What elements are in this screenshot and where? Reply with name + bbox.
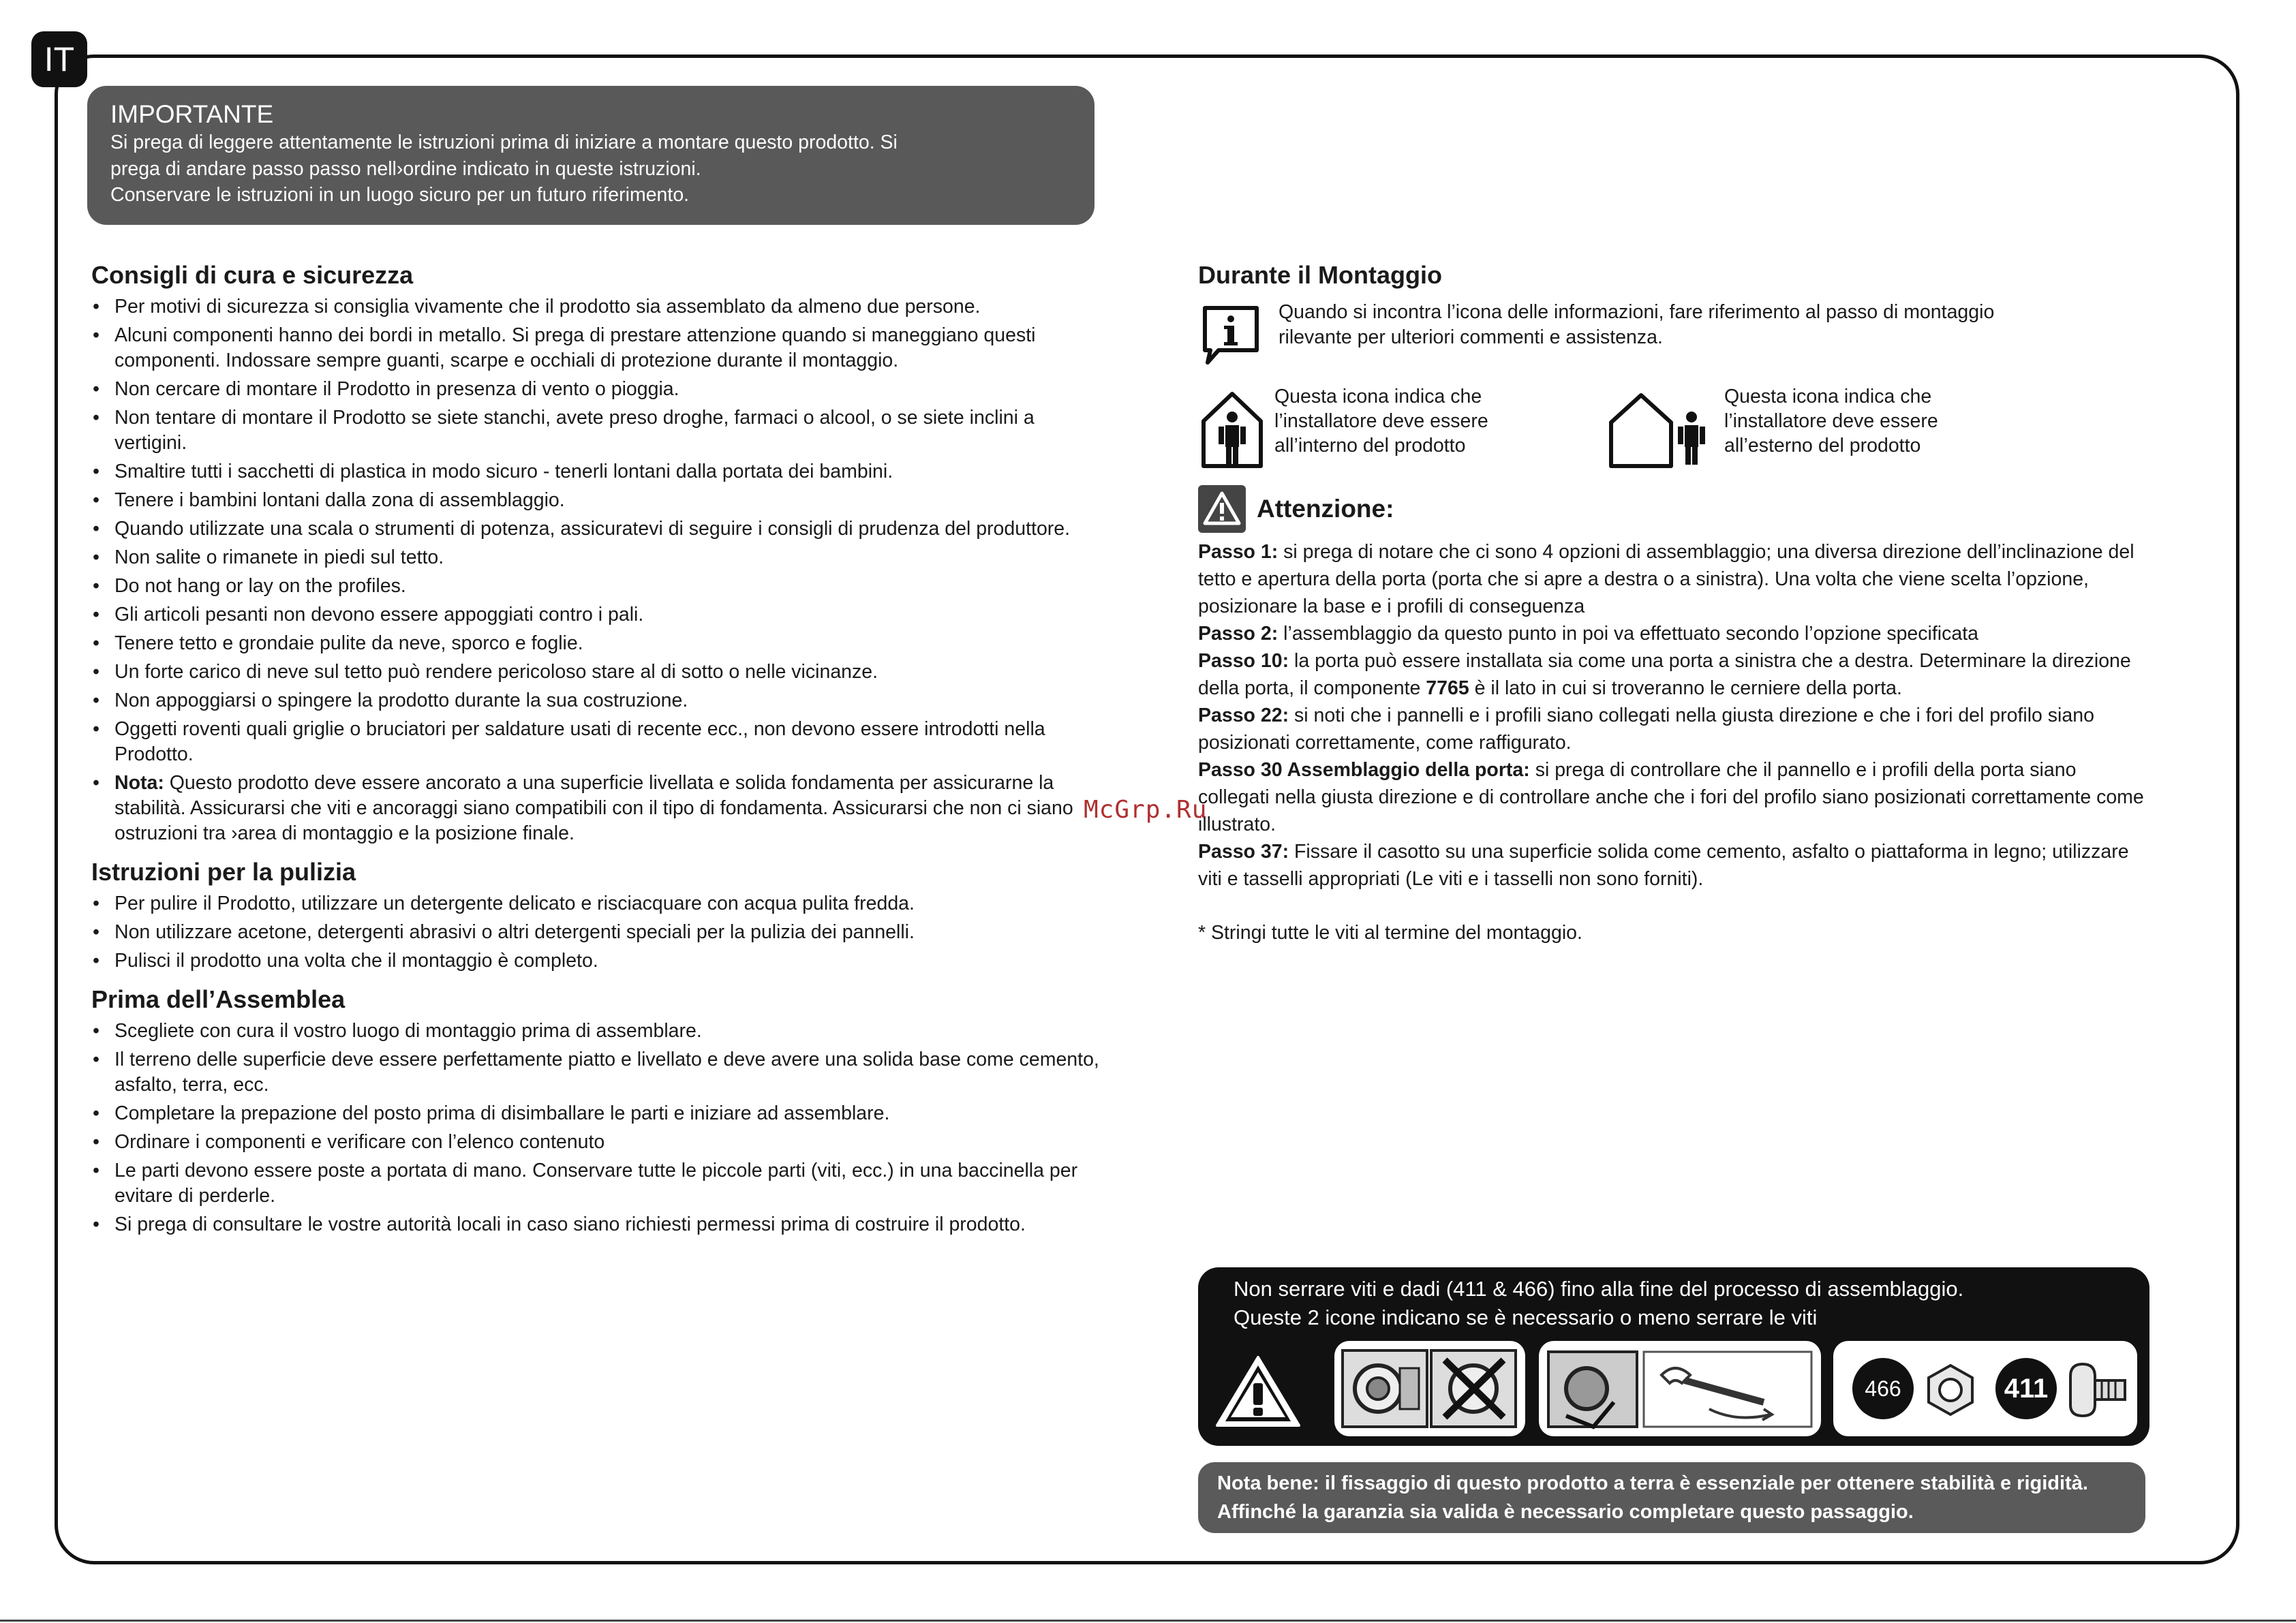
important-body — [110, 129, 1071, 208]
list-item: • Do not hang or lay on the profiles. — [91, 574, 1100, 599]
list-item: • Il terreno delle superficie deve essere perfettamente piatto e livellato e deve avere una solida base come cemento, asfalto, terra, ecc. — [91, 1047, 1100, 1098]
list-item: • Le parti devono essere poste a portata di mano. Conservare tutte le piccole parti (viti, ecc.) in una baccinella per evitare di perderle. — [91, 1158, 1100, 1209]
list-item: • Non cercare di montare il Prodotto in presenza di vento o pioggia. — [91, 377, 1100, 402]
list-item: • Smaltire tutti i sacchetti di plastica in modo sicuro - tenerli lontani dalla portata dei bambini. — [91, 459, 1100, 484]
grey-note-line2: Affinché la garanzia sia valida è necessario completare questo passaggio. — [1217, 1501, 1914, 1523]
care-title: Consigli di cura e sicurezza — [91, 261, 414, 289]
list-item: • Un forte carico di neve sul tetto può rendere pericoloso stare al di sotto o nelle vicinanze. — [91, 660, 1100, 685]
step-label: Passo 22: — [1198, 705, 1289, 726]
step-item — [1198, 620, 2145, 647]
tighten-panel-2 — [1539, 1341, 1821, 1436]
list-item: • Non tentare di montare il Prodotto se siete stanchi, avete preso droghe, farmaci o alcool, o se siete inclini a vertigini. — [91, 405, 1100, 456]
before-title: Prima dell’Assemblea — [91, 985, 346, 1013]
part-411-label: 411 — [2004, 1373, 2049, 1404]
info-text: Quando si incontra l’icona delle informazioni, fare riferimento al passo di montaggio rilevante per ulteriori commenti e assistenza. — [1279, 301, 1995, 348]
list-item: • Per motivi di sicurezza si consiglia vivamente che il prodotto sia assemblato da almeno due persone. — [91, 294, 1100, 320]
step-label: Passo 37: — [1198, 841, 1289, 863]
step-item — [1198, 538, 2145, 620]
list-item: • Pulisci il prodotto una volta che il montaggio è completo. — [91, 948, 1100, 974]
step-text: Fissare il casotto su una superficie solida come cemento, asfalto o piattaforma in legno; utilizzare viti e tasselli appropriati (Le viti e i tasselli non sono forniti). — [1198, 841, 2129, 890]
installer-outside-icon — [1607, 388, 1716, 470]
step-text-tail: è il lato in cui si troveranno le cerniere della porta. — [1469, 677, 1902, 699]
list-item: • Non utilizzare acetone, detergenti abrasivi o altri detergenti speciali per la pulizia dei pannelli. — [91, 920, 1100, 945]
warning-icon — [1198, 485, 1246, 533]
nut-icon — [1923, 1363, 1978, 1417]
outside-item — [1607, 388, 2016, 470]
step-text: si prega di notare che ci sono 4 opzioni di assemblaggio; una diversa direzione dell’inclinazione del tetto e apertura della porta (porta che si apre a destra o a sinistra). Una volta che viene scelta l’opzione, posizionare la base e i profili di conseguenza — [1198, 541, 2134, 617]
step-item — [1198, 702, 2145, 756]
step-label: Passo 2: — [1198, 623, 1279, 645]
step-text: l’assemblaggio da questo punto in poi va effettuato secondo l’opzione specificata — [1278, 623, 1978, 645]
grey-note-box — [1198, 1462, 2145, 1533]
component-code: 7765 — [1426, 677, 1469, 699]
list-item: • Gli articoli pesanti non devono essere appoggiati contro i pali. — [91, 602, 1100, 628]
attention-heading — [1198, 485, 2145, 533]
step-label: Passo 1: — [1198, 541, 1279, 563]
step-label: Passo 30 Assemblaggio della porta: — [1198, 759, 1530, 781]
step-text: la porta può essere installata sia come una porta a sinistra che a destra. Determinare la direzione della porta, il componente — [1198, 650, 2131, 699]
nota-label: Nota: — [114, 772, 164, 794]
list-item: • Scegliete con cura il vostro luogo di montaggio prima di assemblare. — [91, 1019, 1100, 1044]
list-item: • Quando utilizzate una scala o strumenti di potenza, assicuratevi di seguire i consigli di prudenza del produttore. — [91, 516, 1100, 542]
warning-triangle-icon — [1213, 1353, 1303, 1429]
list-item: • Alcuni componenti hanno dei bordi in metallo. Si prega di prestare attenzione quando si maneggiano questi componenti. Indossare sempre guanti, scarpe e occhiali di protezione durante il montaggio. — [91, 323, 1100, 373]
bolt-no-tighten-icon — [1334, 1341, 1525, 1436]
parts-panel — [1833, 1341, 2137, 1436]
cleaning-title: Istruzioni per la pulizia — [91, 858, 356, 886]
watermark: McGrp.Ru — [1084, 796, 1208, 824]
language-tab: IT — [31, 31, 87, 87]
list-item: • Tenere i bambini lontani dalla zona di assemblaggio. — [91, 488, 1100, 513]
list-item: • Per pulire il Prodotto, utilizzare un detergente delicato e risciacquare con acqua pulita fredda. — [91, 891, 1100, 916]
attention-title: Attenzione: — [1257, 495, 1394, 523]
tighten-panel-1 — [1334, 1341, 1525, 1436]
step-text: si prega di controllare che il pannello e i profili della porta siano collegati nella giusta direzione e di controllare anche che i fori del profilo siano posizionati correttamente come illustrato. — [1198, 759, 2144, 835]
care-section — [91, 259, 1100, 846]
left-column — [91, 259, 1100, 1247]
step-item — [1198, 647, 2145, 702]
list-item: • Non appoggiarsi o spingere la prodotto durante la sua costruzione. — [91, 688, 1100, 713]
cleaning-section — [91, 856, 1100, 974]
before-section — [91, 983, 1100, 1237]
info-row — [1198, 303, 2145, 368]
important-box — [87, 86, 1095, 225]
info-icon — [1198, 303, 1264, 368]
grey-note-line1: Nota bene: il fissaggio di questo prodotto a terra è essenziale per ottenere stabilità e rigidità. — [1217, 1472, 2088, 1494]
step-item — [1198, 756, 2145, 838]
list-item: • Tenere tetto e grondaie pulite da neve, sporco e foglie. — [91, 631, 1100, 656]
step-item — [1198, 838, 2145, 893]
bottom-rule — [0, 1620, 2296, 1622]
wrench-tighten-icon — [1539, 1341, 1821, 1436]
screw-info-line2: Queste 2 icone indicano se è necessario o meno serrare le viti — [1234, 1305, 1818, 1329]
list-item: • Non salite o rimanete in piedi sul tetto. — [91, 545, 1100, 570]
nota-text: Questo prodotto deve essere ancorato a una superficie livellata e solida fondamenta per assicurarne la stabilità. Assicurarsi che viti e ancoraggi siano compatibili con il tipo di fondamenta. Assicurarsi che non ci siano ostruzioni tra ›area di montaggio e la posizione finale. — [114, 772, 1073, 844]
step-text: si noti che i pannelli e i profili siano collegati nella giusta direzione e che i fori del profilo siano posizionati correttamente, come raffigurato. — [1198, 705, 2094, 754]
bolt-icon — [2066, 1360, 2129, 1420]
steps-list — [1198, 538, 2145, 893]
step-label: Passo 10: — [1198, 650, 1289, 672]
during-title: Durante il Montaggio — [1198, 261, 1442, 289]
list-item: • Ordinare i componenti e verificare con l’elenco contenuto — [91, 1130, 1100, 1155]
tighten-note: * Stringi tutte le viti al termine del montaggio. — [1198, 922, 1582, 944]
right-column — [1198, 259, 2145, 946]
cleaning-list — [91, 891, 1100, 974]
important-line: Conservare le istruzioni in un luogo sicuro per un futuro riferimento. — [110, 184, 690, 206]
care-list — [91, 294, 1100, 846]
screw-info-box — [1198, 1267, 2149, 1446]
list-item: • Si prega di consultare le vostre autorità locali in caso siano richiesti permessi prima di costruire il prodotto. — [91, 1212, 1100, 1237]
important-line: Si prega di leggere attentamente le istruzioni prima di iniziare a montare questo prodotto. Si — [110, 132, 898, 153]
part-466-badge — [1852, 1358, 1914, 1419]
screw-info-line1: Non serrare viti e dadi (411 & 466) fino alla fine del processo di assemblaggio. — [1234, 1277, 1964, 1301]
list-item: • Oggetti roventi quali griglie o bruciatori per saldature usati di recente ecc., non devono essere introdotti nella Prodotto. — [91, 717, 1100, 767]
part-411-badge — [1995, 1358, 2057, 1419]
important-title: IMPORTANTE — [110, 100, 274, 128]
before-list — [91, 1019, 1100, 1237]
list-item-nota — [91, 771, 1100, 846]
list-item: • Completare la prepazione del posto prima di disimballare le parti e iniziare ad assemblare. — [91, 1101, 1100, 1126]
installer-icons-row — [1198, 388, 2145, 470]
outside-text: Questa icona indica che l’installatore deve essere all’esterno del prodotto — [1724, 386, 1938, 457]
important-line: prega di andare passo passo nell›ordine indicato in queste istruzioni. — [110, 157, 701, 180]
inside-text: Questa icona indica che l’installatore deve essere all’interno del prodotto — [1274, 386, 1488, 457]
inside-item — [1198, 388, 1607, 470]
part-466-label: 466 — [1865, 1376, 1901, 1401]
installer-inside-icon — [1198, 388, 1266, 470]
